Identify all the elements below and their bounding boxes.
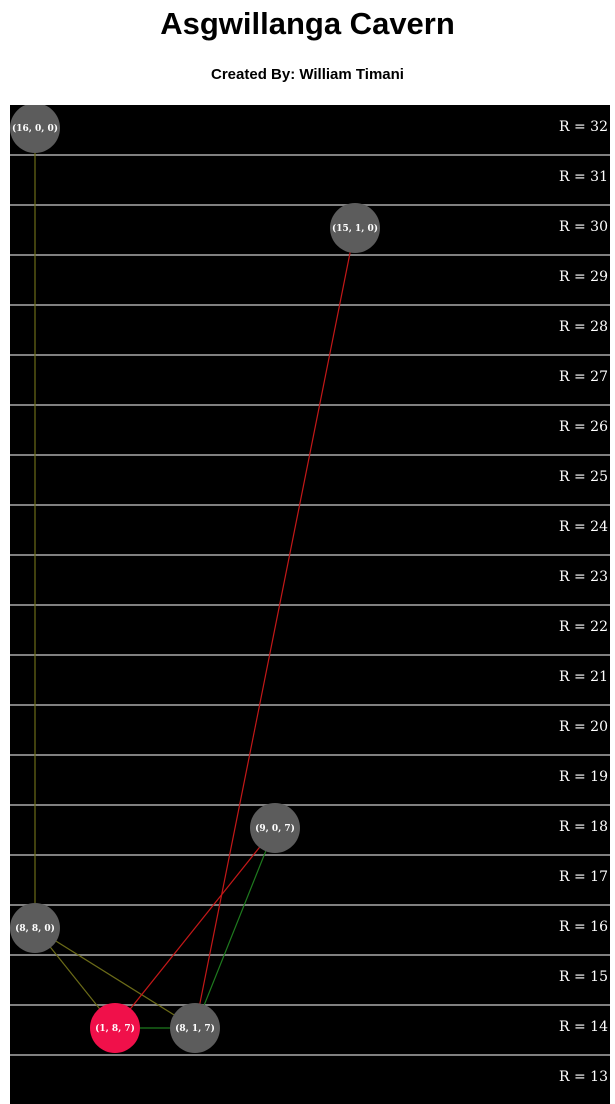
cave-node[interactable] [330,203,380,253]
node-label: (16, 0, 0) [11,124,59,134]
row-label: R = 30 [559,219,608,235]
row-label: R = 32 [559,119,608,135]
cave-node[interactable] [170,1003,220,1053]
row-label: R = 18 [559,819,608,835]
row-label: R = 26 [559,419,608,435]
node-label: (1, 8, 7) [95,1024,135,1034]
row-label: R = 19 [559,769,608,785]
cave-node[interactable] [90,1003,140,1053]
node-label: (9, 0, 7) [255,824,295,834]
row-label: R = 17 [559,869,608,885]
node-label: (15, 1, 0) [331,224,379,234]
cave-node[interactable] [250,803,300,853]
cavern-diagram [10,105,610,1104]
cave-node[interactable] [10,903,60,953]
row-label: R = 13 [559,1069,608,1085]
row-label: R = 22 [559,619,608,635]
cave-node[interactable] [10,105,60,153]
row-label: R = 24 [559,519,608,535]
row-label: R = 15 [559,969,608,985]
node-label: (8, 8, 0) [15,924,55,934]
row-label: R = 20 [559,719,608,735]
row-label: R = 16 [559,919,608,935]
row-label: R = 14 [559,1019,608,1035]
row-label: R = 23 [559,569,608,585]
row-label: R = 21 [559,669,608,685]
row-label: R = 29 [559,269,608,285]
page-title: Asgwillanga Cavern [160,6,455,41]
row-label: R = 28 [559,319,608,335]
row-label: R = 31 [559,169,608,185]
row-label: R = 27 [559,369,608,385]
page-subtitle: Created By: William Timani [211,66,404,83]
row-label: R = 25 [559,469,608,485]
node-label: (8, 1, 7) [175,1024,215,1034]
